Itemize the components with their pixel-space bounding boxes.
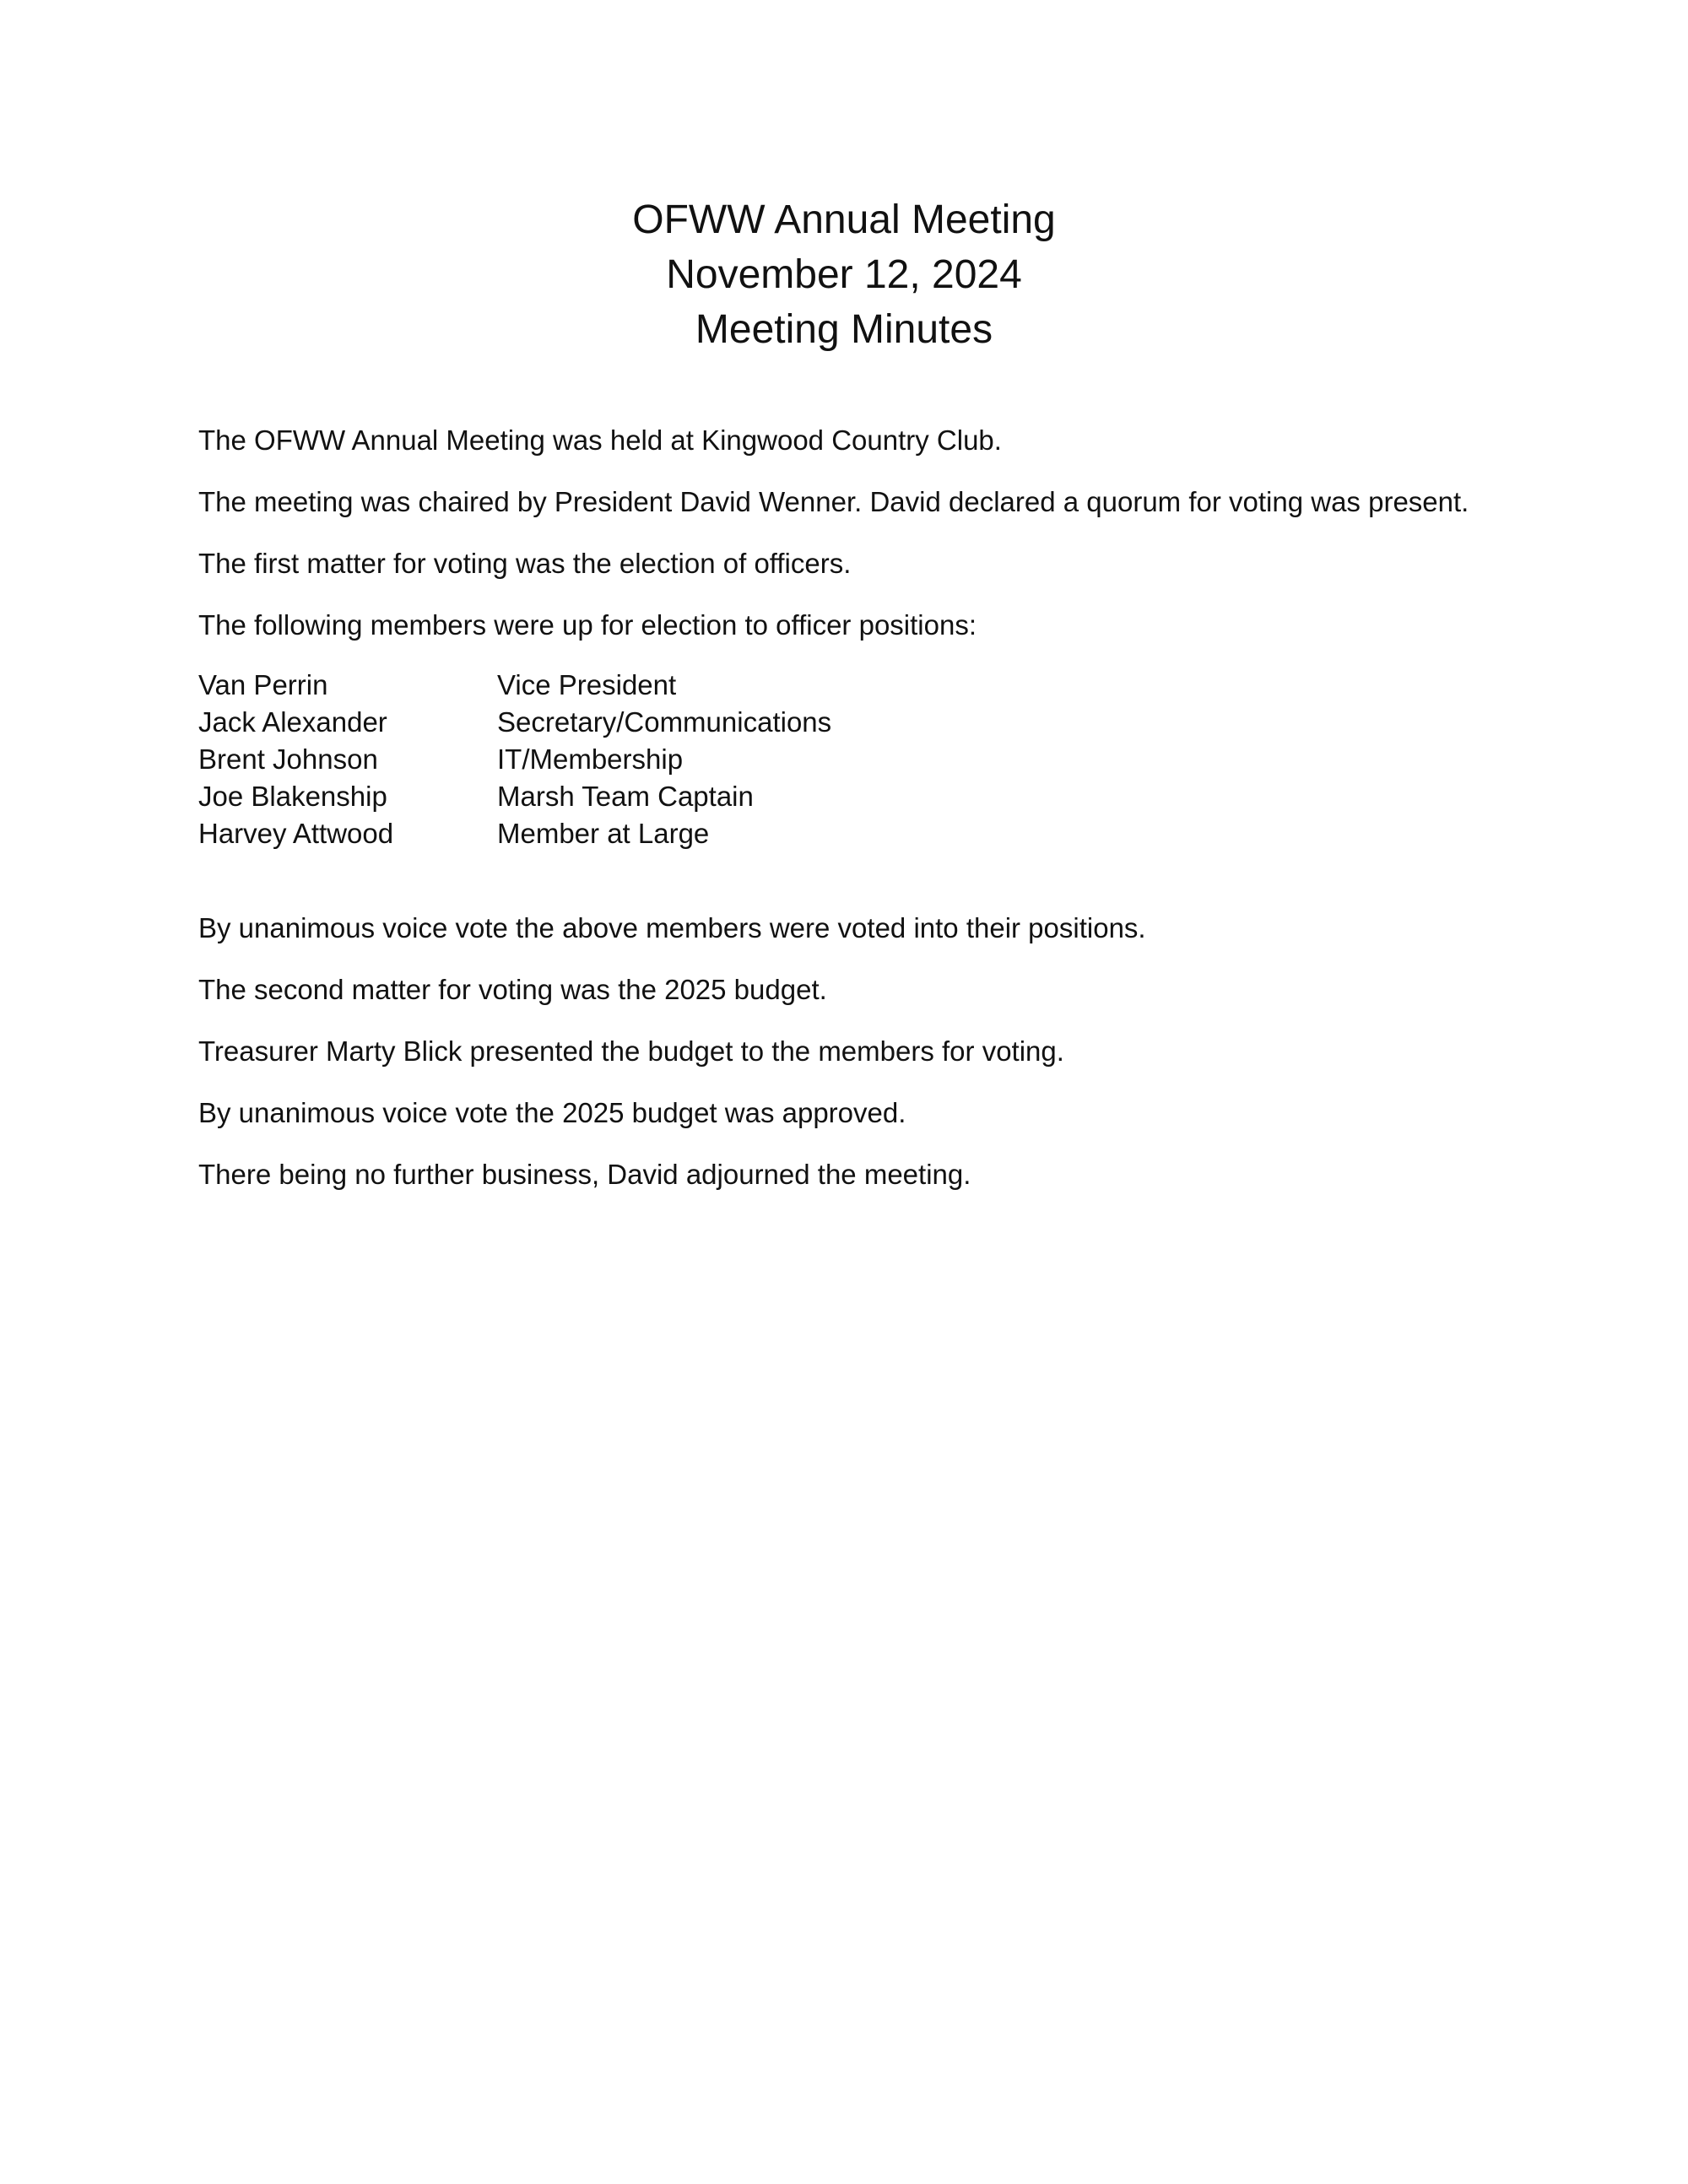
officer-row [198,667,1515,704]
paragraph-budget-approved: By unanimous voice vote the 2025 budget was approved. [198,1097,906,1128]
title-line-date: November 12, 2024 [666,252,1022,297]
officer-row [198,815,1515,852]
officer-name: Harvey Attwood [198,818,394,849]
paragraph-second-matter: The second matter for voting was the 2025 budget. [198,974,827,1005]
officer-row [198,704,1515,741]
paragraph-election-result: By unanimous voice vote the above members were voted into their positions. [198,912,1146,943]
officer-list [198,667,1515,852]
paragraph-first-matter: The first matter for voting was the election of officers. [198,548,852,579]
officer-row [198,778,1515,815]
title-line-minutes: Meeting Minutes [695,307,993,352]
paragraph-location: The OFWW Annual Meeting was held at Kingwood Country Club. [198,424,1002,456]
officer-position: Secretary/Communications [497,706,832,738]
officer-name: Jack Alexander [198,706,387,738]
document-title [0,192,1688,357]
officer-name: Van Perrin [198,669,328,700]
title-line-meeting-name: OFWW Annual Meeting [632,197,1056,242]
paragraph-adjournment: There being no further business, David adjourned the meeting. [198,1159,971,1190]
officer-name: Joe Blakenship [198,781,387,812]
officer-position: Vice President [497,669,677,700]
officer-position: Member at Large [497,818,710,849]
paragraph-chair-quorum: The meeting was chaired by President David Wenner. David declared a quorum for voting was present. [198,486,1469,517]
officer-name: Brent Johnson [198,743,378,775]
document-body [198,420,1515,1216]
paragraph-election-intro: The following members were up for election to officer positions: [198,609,977,641]
officer-row [198,741,1515,778]
officer-position: IT/Membership [497,743,684,775]
officer-position: Marsh Team Captain [497,781,754,812]
paragraph-budget-presented: Treasurer Marty Blick presented the budget to the members for voting. [198,1035,1064,1067]
